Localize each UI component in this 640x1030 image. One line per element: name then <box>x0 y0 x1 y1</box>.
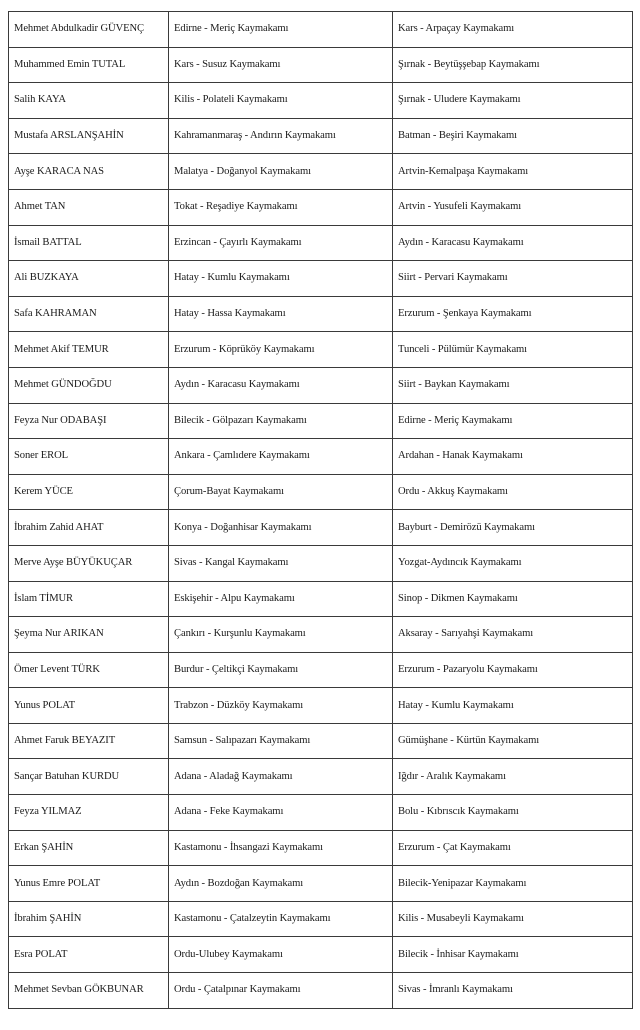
current-post-cell: Kars - Susuz Kaymakamı <box>169 47 393 83</box>
new-post-cell: Batman - Beşiri Kaymakamı <box>393 118 633 154</box>
new-post-cell: Erzurum - Pazaryolu Kaymakamı <box>393 652 633 688</box>
new-post-cell: Erzurum - Şenkaya Kaymakamı <box>393 296 633 332</box>
new-post-cell: Bolu - Kıbrıscık Kaymakamı <box>393 795 633 831</box>
new-post-cell: Erzurum - Çat Kaymakamı <box>393 830 633 866</box>
current-post-cell: Samsun - Salıpazarı Kaymakamı <box>169 723 393 759</box>
new-post-cell: Aksaray - Sarıyahşi Kaymakamı <box>393 617 633 653</box>
table-row <box>9 12 633 48</box>
new-post-cell: Bilecik-Yenipazar Kaymakamı <box>393 866 633 902</box>
table-row <box>9 901 633 937</box>
current-post-cell: Tokat - Reşadiye Kaymakamı <box>169 189 393 225</box>
person-name-cell: Mehmet Abdulkadir GÜVENÇ <box>9 12 169 48</box>
new-post-cell: Kilis - Musabeyli Kaymakamı <box>393 901 633 937</box>
table-row <box>9 403 633 439</box>
table-row <box>9 47 633 83</box>
table-row <box>9 332 633 368</box>
person-name-cell: Ahmet TAN <box>9 189 169 225</box>
table-row <box>9 261 633 297</box>
current-post-cell: Erzurum - Köprüköy Kaymakamı <box>169 332 393 368</box>
current-post-cell: Sivas - Kangal Kaymakamı <box>169 545 393 581</box>
table-row <box>9 830 633 866</box>
table-row <box>9 510 633 546</box>
new-post-cell: Sinop - Dikmen Kaymakamı <box>393 581 633 617</box>
person-name-cell: Mehmet GÜNDOĞDU <box>9 367 169 403</box>
current-post-cell: Burdur - Çeltikçi Kaymakamı <box>169 652 393 688</box>
table-row <box>9 723 633 759</box>
table-row <box>9 581 633 617</box>
person-name-cell: İsmail BATTAL <box>9 225 169 261</box>
person-name-cell: Ali BUZKAYA <box>9 261 169 297</box>
current-post-cell: Kilis - Polateli Kaymakamı <box>169 83 393 119</box>
person-name-cell: Yunus POLAT <box>9 688 169 724</box>
person-name-cell: Yunus Emre POLAT <box>9 866 169 902</box>
current-post-cell: Adana - Aladağ Kaymakamı <box>169 759 393 795</box>
person-name-cell: Ayşe KARACA NAS <box>9 154 169 190</box>
person-name-cell: Feyza YILMAZ <box>9 795 169 831</box>
table-row <box>9 688 633 724</box>
current-post-cell: Hatay - Hassa Kaymakamı <box>169 296 393 332</box>
new-post-cell: Ardahan - Hanak Kaymakamı <box>393 439 633 475</box>
current-post-cell: Ordu - Çatalpınar Kaymakamı <box>169 973 393 1009</box>
current-post-cell: Kahramanmaraş - Andırın Kaymakamı <box>169 118 393 154</box>
new-post-cell: Edirne - Meriç Kaymakamı <box>393 403 633 439</box>
table-row <box>9 83 633 119</box>
table-row <box>9 617 633 653</box>
current-post-cell: Hatay - Kumlu Kaymakamı <box>169 261 393 297</box>
appointment-table <box>8 11 633 1009</box>
person-name-cell: Esra POLAT <box>9 937 169 973</box>
person-name-cell: Sançar Batuhan KURDU <box>9 759 169 795</box>
current-post-cell: Erzincan - Çayırlı Kaymakamı <box>169 225 393 261</box>
person-name-cell: İbrahim ŞAHİN <box>9 901 169 937</box>
current-post-cell: Eskişehir - Alpu Kaymakamı <box>169 581 393 617</box>
person-name-cell: Şeyma Nur ARIKAN <box>9 617 169 653</box>
person-name-cell: Ahmet Faruk BEYAZIT <box>9 723 169 759</box>
person-name-cell: Safa KAHRAMAN <box>9 296 169 332</box>
current-post-cell: Malatya - Doğanyol Kaymakamı <box>169 154 393 190</box>
current-post-cell: Aydın - Karacasu Kaymakamı <box>169 367 393 403</box>
table-row <box>9 795 633 831</box>
new-post-cell: Siirt - Pervari Kaymakamı <box>393 261 633 297</box>
current-post-cell: Çorum-Bayat Kaymakamı <box>169 474 393 510</box>
person-name-cell: Salih KAYA <box>9 83 169 119</box>
current-post-cell: Kastamonu - İhsangazi Kaymakamı <box>169 830 393 866</box>
table-row <box>9 474 633 510</box>
person-name-cell: İslam TİMUR <box>9 581 169 617</box>
person-name-cell: Ömer Levent TÜRK <box>9 652 169 688</box>
new-post-cell: Gümüşhane - Kürtün Kaymakamı <box>393 723 633 759</box>
table-row <box>9 652 633 688</box>
table-row <box>9 225 633 261</box>
table-row <box>9 154 633 190</box>
person-name-cell: Kerem YÜCE <box>9 474 169 510</box>
new-post-cell: Hatay - Kumlu Kaymakamı <box>393 688 633 724</box>
table-row <box>9 367 633 403</box>
person-name-cell: İbrahim Zahid AHAT <box>9 510 169 546</box>
table-row <box>9 759 633 795</box>
person-name-cell: Merve Ayşe BÜYÜKUÇAR <box>9 545 169 581</box>
new-post-cell: Iğdır - Aralık Kaymakamı <box>393 759 633 795</box>
current-post-cell: Bilecik - Gölpazarı Kaymakamı <box>169 403 393 439</box>
current-post-cell: Edirne - Meriç Kaymakamı <box>169 12 393 48</box>
current-post-cell: Aydın - Bozdoğan Kaymakamı <box>169 866 393 902</box>
new-post-cell: Kars - Arpaçay Kaymakamı <box>393 12 633 48</box>
appointment-table-body <box>9 12 633 1009</box>
new-post-cell: Şırnak - Uludere Kaymakamı <box>393 83 633 119</box>
person-name-cell: Mehmet Akif TEMUR <box>9 332 169 368</box>
current-post-cell: Kastamonu - Çatalzeytin Kaymakamı <box>169 901 393 937</box>
new-post-cell: Bilecik - İnhisar Kaymakamı <box>393 937 633 973</box>
new-post-cell: Şırnak - Beytüşşebap Kaymakamı <box>393 47 633 83</box>
new-post-cell: Sivas - İmranlı Kaymakamı <box>393 973 633 1009</box>
table-row <box>9 937 633 973</box>
new-post-cell: Siirt - Baykan Kaymakamı <box>393 367 633 403</box>
table-row <box>9 439 633 475</box>
new-post-cell: Yozgat-Aydıncık Kaymakamı <box>393 545 633 581</box>
person-name-cell: Muhammed Emin TUTAL <box>9 47 169 83</box>
current-post-cell: Konya - Doğanhisar Kaymakamı <box>169 510 393 546</box>
person-name-cell: Erkan ŞAHİN <box>9 830 169 866</box>
current-post-cell: Adana - Feke Kaymakamı <box>169 795 393 831</box>
new-post-cell: Ordu - Akkuş Kaymakamı <box>393 474 633 510</box>
current-post-cell: Çankırı - Kurşunlu Kaymakamı <box>169 617 393 653</box>
table-row <box>9 118 633 154</box>
current-post-cell: Ankara - Çamlıdere Kaymakamı <box>169 439 393 475</box>
new-post-cell: Artvin - Yusufeli Kaymakamı <box>393 189 633 225</box>
person-name-cell: Mustafa ARSLANŞAHİN <box>9 118 169 154</box>
new-post-cell: Bayburt - Demirözü Kaymakamı <box>393 510 633 546</box>
table-row <box>9 189 633 225</box>
table-row <box>9 296 633 332</box>
new-post-cell: Tunceli - Pülümür Kaymakamı <box>393 332 633 368</box>
person-name-cell: Soner EROL <box>9 439 169 475</box>
new-post-cell: Artvin-Kemalpaşa Kaymakamı <box>393 154 633 190</box>
current-post-cell: Trabzon - Düzköy Kaymakamı <box>169 688 393 724</box>
person-name-cell: Mehmet Sevban GÖKBUNAR <box>9 973 169 1009</box>
new-post-cell: Aydın - Karacasu Kaymakamı <box>393 225 633 261</box>
current-post-cell: Ordu-Ulubey Kaymakamı <box>169 937 393 973</box>
table-row <box>9 545 633 581</box>
table-row <box>9 866 633 902</box>
person-name-cell: Feyza Nur ODABAŞI <box>9 403 169 439</box>
table-row <box>9 973 633 1009</box>
